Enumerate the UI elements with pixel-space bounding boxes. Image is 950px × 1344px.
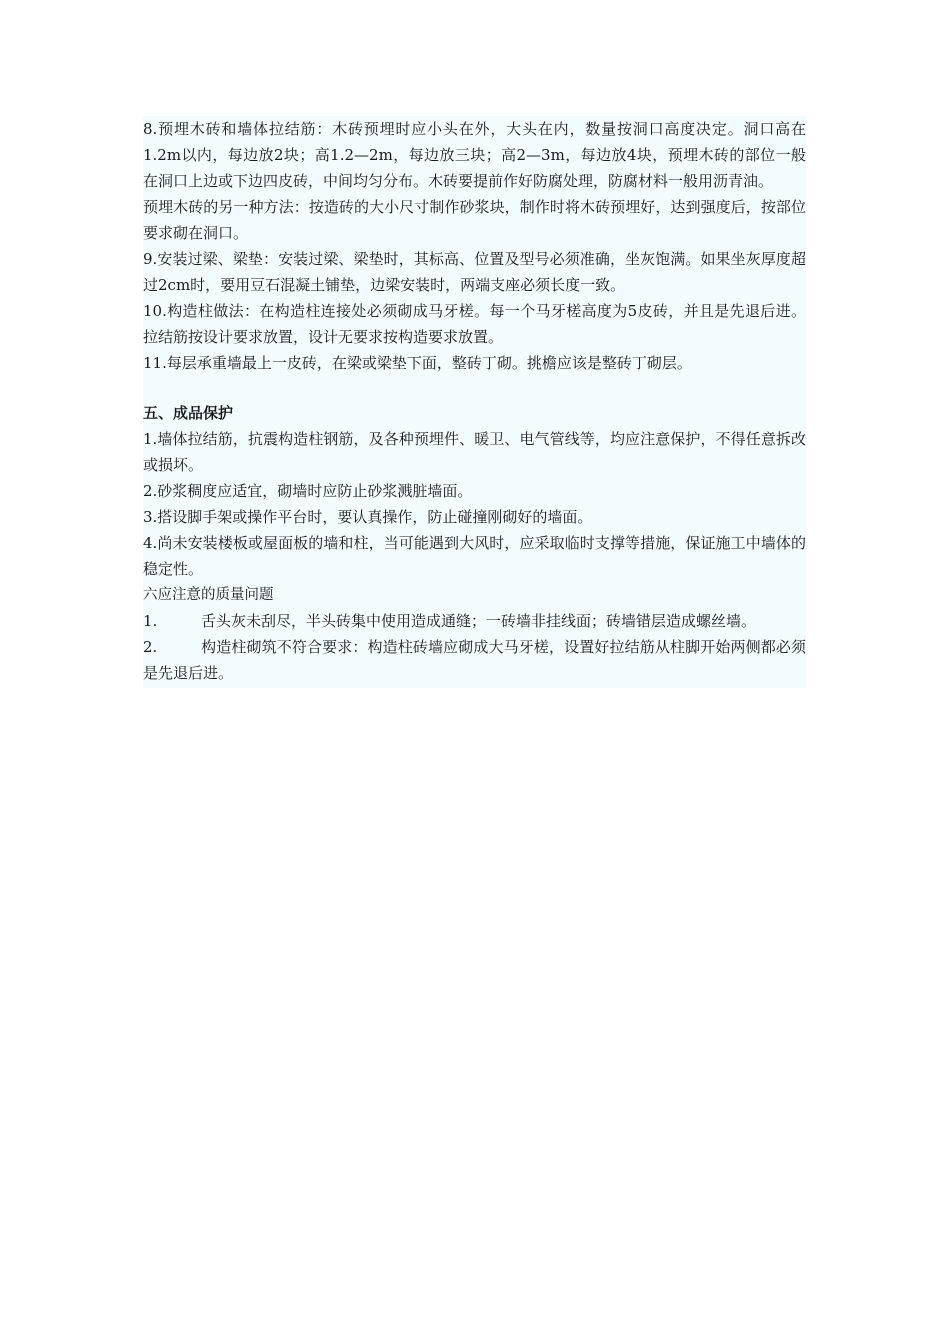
paragraph-structural-column: 10.构造柱做法：在构造柱连接处必须砌成马牙槎。每一个马牙槎高度为5皮砖，并且是先退后进。拉结筋按设计要求放置，设计无要求按构造要求放置。 [143, 302, 806, 346]
section5-item: 2.砂浆稠度应适宜，砌墙时应防止砂浆溅脏墙面。 [143, 482, 473, 500]
paragraph-wood-brick: 8.预埋木砖和墙体拉结筋：木砖预埋时应小头在外，大头在内，数量按洞口高度决定。洞口高在1.2m以内，每边放2块；高1.2—2m，每边放三块；高2—3m，每边放4块，预埋木砖的部位一般在洞口上边或下边四皮砖，中间均匀分布。木砖要提前作好防腐处理，防腐材料一般用沥青油。 [143, 120, 806, 190]
section6-item [143, 608, 806, 634]
paragraph-bearing-wall: 11.每层承重墙最上一皮砖，在梁或梁垫下面，整砖丁砌。挑檐应该是整砖丁砌层。 [143, 354, 692, 372]
section5-heading: 五、成品保护 [143, 404, 234, 422]
paragraph-lintel: 9.安装过梁、梁垫：安装过梁、梁垫时，其标高、位置及型号必须准确，坐灰饱满。如果坐灰厚度超过2cm时，要用豆石混凝土铺垫，边梁安装时，两端支座必须长度一致。 [143, 250, 806, 294]
item-text: 构造柱砌筑不符合要求：构造柱砖墙应砌成大马牙槎，设置好拉结筋从柱脚开始两侧都必须是先退后进。 [143, 638, 806, 682]
section6-heading: 六应注意的质量问题 [143, 587, 274, 603]
paragraph-wood-brick-alt: 预埋木砖的另一种方法：按造砖的大小尺寸制作砂浆块，制作时将木砖预埋好，达到强度后，按部位要求砌在洞口。 [143, 198, 806, 242]
section-spacer [143, 376, 806, 400]
document-body [143, 116, 806, 688]
item-text: 舌头灰未刮尽，半头砖集中使用造成通缝；一砖墙非挂线面；砖墙错层造成螺丝墙。 [201, 612, 757, 630]
section5-item: 1.墙体拉结筋，抗震构造柱钢筋，及各种预埋件、暖卫、电气管线等，均应注意保护，不得任意拆改或损坏。 [143, 430, 806, 474]
section5-item: 4.尚未安装楼板或屋面板的墙和柱，当可能遇到大风时，应采取临时支撑等措施，保证施工中墙体的稳定性。 [143, 534, 806, 578]
section6-item [143, 634, 806, 686]
section5-item: 3.搭设脚手架或操作平台时，要认真操作，防止碰撞刚砌好的墙面。 [143, 508, 593, 526]
item-number: 2. [143, 638, 158, 656]
item-number: 1. [143, 612, 158, 630]
